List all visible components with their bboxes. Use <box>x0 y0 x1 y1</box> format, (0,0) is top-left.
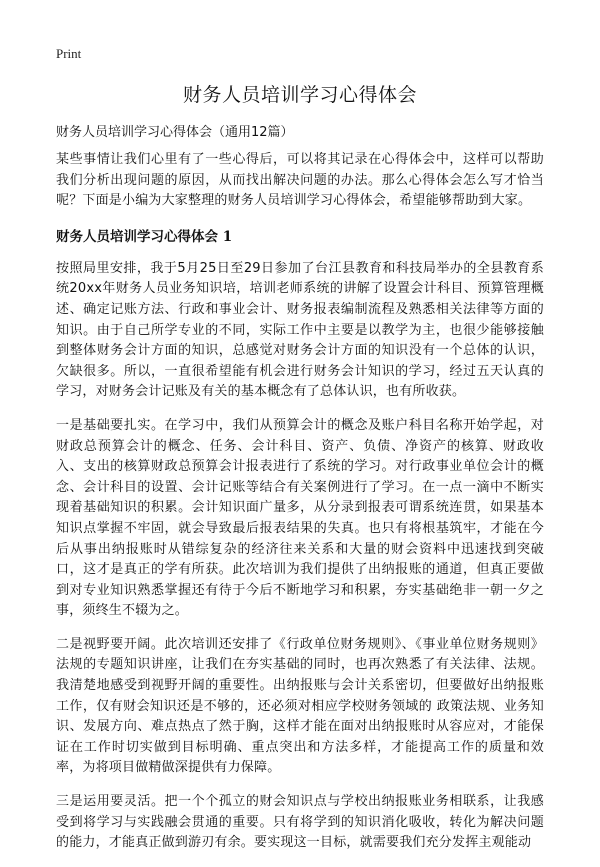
document-subtitle: 财务人员培训学习心得体会（通用12篇） <box>56 125 294 140</box>
print-link[interactable]: Print <box>56 46 82 61</box>
body-paragraph-1: 按照局里安排，我于5月25日至29日参加了台江县教育和科技局举办的全县教育系统20xx年财务人员业务知识培，培训老师系统的讲解了设置会计科目、预算管理概述、确定记账方法、行政和事业会计、财务报表编制流程及熟悉相关法律等方面的知识。由于自己所学专业的不同，实际工作中主要是以教学为主，也很少能够接触到整体财务会计方面的知识，总感觉对财务会计方面的知识没有一个总体的认识，欠缺很多。所以，一直很希望能有机会进行财务会计知识的学习，经过五天认真的学习，对财务会计记账及有关的基本概念有了总体认识，也有所收获。 <box>56 260 544 400</box>
body-paragraph-4: 三是运用要灵活。把一个个孤立的财会知识点与学校出纳报账业务相联系，让我感受到将学习与实践融会贯通的重要。只有将学到的知识消化吸收，转化为解决问题的能力，才能真正做到游刃有余。要实现这一目标，就需要我们充分发挥主观能动 <box>56 794 544 851</box>
body-paragraph-3: 二是视野要开阔。此次培训还安排了《行政单位财务规则》、《事业单位财务规则》法规的专题知识讲座，让我们在夯实基础的同时，也再次熟悉了有关法律、法规。我清楚地感受到视野开阔的重要性。出纳报账与会计关系密切，但要做好出纳报账工作，仅有财会知识还是不够的，还必须对相应学校财务领域的 政策法规、业务知识、发展方向、难点热点了然于胸，这样才能在面对出纳报账时从容应对，才能保证在工作时切实做到目标明确、重点突出和方法多样，才能提高工作的质量和效率，为将项目做精做深提供有力保障。 <box>56 636 544 776</box>
page-title: 财务人员培训学习心得体会 <box>182 84 417 106</box>
section-heading: 财务人员培训学习心得体会 1 <box>56 228 233 245</box>
intro-paragraph: 某些事情让我们心里有了一些心得后，可以将其记录在心得体会中，这样可以帮助我们分析出现问题的原因，从而找出解决问题的办法。那么心得体会怎么写才恰当呢？下面是小编为大家整理的财务人员培训学习心得体会，希望能够帮助到大家。 <box>56 152 544 209</box>
article-body <box>56 150 544 867</box>
body-paragraph-2: 一是基础要扎实。在学习中，我们从预算会计的概念及账户科目名称开始学起，对财政总预算会计的概念、任务、会计科目、资产、负债、净资产的核算、财政收入、支出的核算财政总预算会计报表进行了系统的学习。对行政事业单位会计的概念、会计科目的设置、会计记账等结合有关案例进行了学习。在一点一滴中不断实现着基础知识的积累。会计知识面广量多，从分录到报表可谓系统连贯，如果基本知识点掌握不牢固，就会导致最后报表结果的失真。也只有将根基筑牢，才能在今后从事出纳报账时从错综复杂的经济往来关系和大量的财会资料中迅速找到突破口，这才是真正的学有所获。此次培训为我们提供了出纳报账的通道，但真正要做到对专业知识熟悉掌握还有待于今后不断地学习和积累，夯实基础绝非一朝一夕之事，须终生不辍为之。 <box>56 417 544 619</box>
